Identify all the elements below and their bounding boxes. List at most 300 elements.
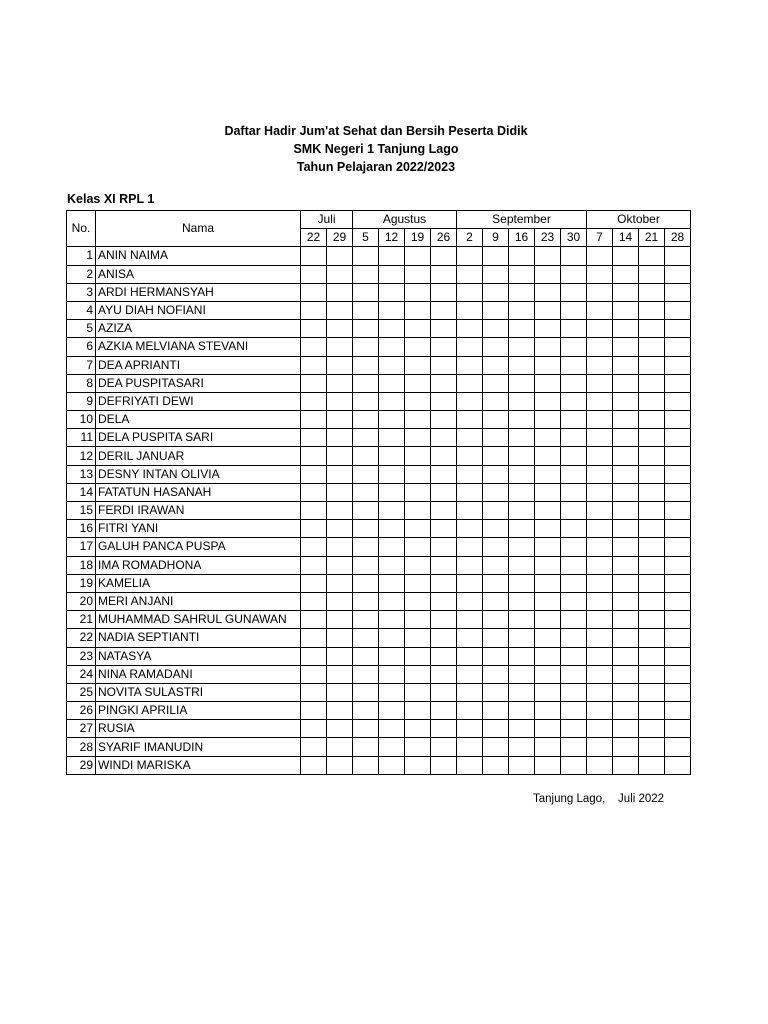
- attendance-cell[interactable]: [613, 247, 639, 265]
- attendance-cell[interactable]: [405, 611, 431, 629]
- attendance-cell[interactable]: [665, 720, 691, 738]
- attendance-cell[interactable]: [535, 465, 561, 483]
- attendance-cell[interactable]: [483, 301, 509, 319]
- attendance-cell[interactable]: [639, 702, 665, 720]
- attendance-cell[interactable]: [483, 283, 509, 301]
- attendance-cell[interactable]: [639, 447, 665, 465]
- attendance-cell[interactable]: [613, 320, 639, 338]
- attendance-cell[interactable]: [587, 629, 613, 647]
- attendance-cell[interactable]: [405, 683, 431, 701]
- attendance-cell[interactable]: [639, 265, 665, 283]
- attendance-cell[interactable]: [301, 283, 327, 301]
- attendance-cell[interactable]: [561, 392, 587, 410]
- attendance-cell[interactable]: [665, 411, 691, 429]
- attendance-cell[interactable]: [561, 338, 587, 356]
- attendance-cell[interactable]: [327, 483, 353, 501]
- attendance-cell[interactable]: [535, 265, 561, 283]
- attendance-cell[interactable]: [639, 611, 665, 629]
- attendance-cell[interactable]: [665, 483, 691, 501]
- attendance-cell[interactable]: [587, 247, 613, 265]
- attendance-cell[interactable]: [587, 520, 613, 538]
- attendance-cell[interactable]: [483, 647, 509, 665]
- attendance-cell[interactable]: [613, 429, 639, 447]
- attendance-cell[interactable]: [639, 338, 665, 356]
- attendance-cell[interactable]: [665, 247, 691, 265]
- attendance-cell[interactable]: [561, 356, 587, 374]
- attendance-cell[interactable]: [509, 629, 535, 647]
- attendance-cell[interactable]: [353, 265, 379, 283]
- attendance-cell[interactable]: [457, 629, 483, 647]
- attendance-cell[interactable]: [561, 556, 587, 574]
- attendance-cell[interactable]: [509, 483, 535, 501]
- attendance-cell[interactable]: [561, 756, 587, 774]
- attendance-cell[interactable]: [509, 574, 535, 592]
- attendance-cell[interactable]: [639, 683, 665, 701]
- attendance-cell[interactable]: [587, 465, 613, 483]
- attendance-cell[interactable]: [431, 374, 457, 392]
- attendance-cell[interactable]: [405, 483, 431, 501]
- attendance-cell[interactable]: [639, 283, 665, 301]
- attendance-cell[interactable]: [353, 720, 379, 738]
- attendance-cell[interactable]: [509, 611, 535, 629]
- attendance-cell[interactable]: [613, 283, 639, 301]
- attendance-cell[interactable]: [301, 574, 327, 592]
- attendance-cell[interactable]: [587, 265, 613, 283]
- attendance-cell[interactable]: [301, 465, 327, 483]
- attendance-cell[interactable]: [301, 738, 327, 756]
- attendance-cell[interactable]: [639, 356, 665, 374]
- attendance-cell[interactable]: [379, 338, 405, 356]
- attendance-cell[interactable]: [405, 738, 431, 756]
- attendance-cell[interactable]: [483, 356, 509, 374]
- attendance-cell[interactable]: [483, 611, 509, 629]
- attendance-cell[interactable]: [457, 665, 483, 683]
- attendance-cell[interactable]: [639, 665, 665, 683]
- attendance-cell[interactable]: [483, 629, 509, 647]
- attendance-cell[interactable]: [665, 502, 691, 520]
- attendance-cell[interactable]: [483, 665, 509, 683]
- attendance-cell[interactable]: [353, 374, 379, 392]
- attendance-cell[interactable]: [457, 356, 483, 374]
- attendance-cell[interactable]: [509, 447, 535, 465]
- attendance-cell[interactable]: [483, 756, 509, 774]
- attendance-cell[interactable]: [431, 411, 457, 429]
- attendance-cell[interactable]: [535, 611, 561, 629]
- attendance-cell[interactable]: [665, 738, 691, 756]
- attendance-cell[interactable]: [301, 338, 327, 356]
- attendance-cell[interactable]: [379, 683, 405, 701]
- attendance-cell[interactable]: [561, 283, 587, 301]
- attendance-cell[interactable]: [587, 665, 613, 683]
- attendance-cell[interactable]: [509, 683, 535, 701]
- attendance-cell[interactable]: [509, 520, 535, 538]
- attendance-cell[interactable]: [535, 647, 561, 665]
- attendance-cell[interactable]: [379, 283, 405, 301]
- attendance-cell[interactable]: [509, 720, 535, 738]
- attendance-cell[interactable]: [431, 483, 457, 501]
- attendance-cell[interactable]: [301, 592, 327, 610]
- attendance-cell[interactable]: [639, 647, 665, 665]
- attendance-cell[interactable]: [535, 247, 561, 265]
- attendance-cell[interactable]: [535, 720, 561, 738]
- attendance-cell[interactable]: [379, 720, 405, 738]
- attendance-cell[interactable]: [327, 756, 353, 774]
- attendance-cell[interactable]: [353, 502, 379, 520]
- attendance-cell[interactable]: [327, 265, 353, 283]
- attendance-cell[interactable]: [639, 429, 665, 447]
- attendance-cell[interactable]: [535, 538, 561, 556]
- attendance-cell[interactable]: [535, 702, 561, 720]
- attendance-cell[interactable]: [431, 574, 457, 592]
- attendance-cell[interactable]: [301, 720, 327, 738]
- attendance-cell[interactable]: [587, 611, 613, 629]
- attendance-cell[interactable]: [483, 592, 509, 610]
- attendance-cell[interactable]: [353, 338, 379, 356]
- attendance-cell[interactable]: [327, 502, 353, 520]
- attendance-cell[interactable]: [613, 611, 639, 629]
- attendance-cell[interactable]: [431, 301, 457, 319]
- attendance-cell[interactable]: [379, 247, 405, 265]
- attendance-cell[interactable]: [639, 411, 665, 429]
- attendance-cell[interactable]: [327, 283, 353, 301]
- attendance-cell[interactable]: [353, 756, 379, 774]
- attendance-cell[interactable]: [665, 756, 691, 774]
- attendance-cell[interactable]: [561, 520, 587, 538]
- attendance-cell[interactable]: [509, 392, 535, 410]
- attendance-cell[interactable]: [353, 683, 379, 701]
- attendance-cell[interactable]: [327, 665, 353, 683]
- attendance-cell[interactable]: [353, 520, 379, 538]
- attendance-cell[interactable]: [431, 538, 457, 556]
- attendance-cell[interactable]: [535, 374, 561, 392]
- attendance-cell[interactable]: [327, 647, 353, 665]
- attendance-cell[interactable]: [587, 720, 613, 738]
- attendance-cell[interactable]: [379, 538, 405, 556]
- attendance-cell[interactable]: [301, 538, 327, 556]
- attendance-cell[interactable]: [639, 629, 665, 647]
- attendance-cell[interactable]: [405, 320, 431, 338]
- attendance-cell[interactable]: [457, 538, 483, 556]
- attendance-cell[interactable]: [379, 320, 405, 338]
- attendance-cell[interactable]: [665, 301, 691, 319]
- attendance-cell[interactable]: [509, 702, 535, 720]
- attendance-cell[interactable]: [301, 629, 327, 647]
- attendance-cell[interactable]: [535, 556, 561, 574]
- attendance-cell[interactable]: [379, 702, 405, 720]
- attendance-cell[interactable]: [535, 356, 561, 374]
- attendance-cell[interactable]: [561, 629, 587, 647]
- attendance-cell[interactable]: [379, 411, 405, 429]
- attendance-cell[interactable]: [665, 647, 691, 665]
- attendance-cell[interactable]: [457, 301, 483, 319]
- attendance-cell[interactable]: [353, 411, 379, 429]
- attendance-cell[interactable]: [561, 429, 587, 447]
- attendance-cell[interactable]: [509, 356, 535, 374]
- attendance-cell[interactable]: [405, 283, 431, 301]
- attendance-cell[interactable]: [353, 447, 379, 465]
- attendance-cell[interactable]: [587, 301, 613, 319]
- attendance-cell[interactable]: [431, 647, 457, 665]
- attendance-cell[interactable]: [483, 702, 509, 720]
- attendance-cell[interactable]: [405, 629, 431, 647]
- attendance-cell[interactable]: [665, 520, 691, 538]
- attendance-cell[interactable]: [379, 629, 405, 647]
- attendance-cell[interactable]: [379, 665, 405, 683]
- attendance-cell[interactable]: [379, 574, 405, 592]
- attendance-cell[interactable]: [587, 320, 613, 338]
- attendance-cell[interactable]: [405, 538, 431, 556]
- attendance-cell[interactable]: [327, 301, 353, 319]
- attendance-cell[interactable]: [405, 502, 431, 520]
- attendance-cell[interactable]: [353, 247, 379, 265]
- attendance-cell[interactable]: [431, 265, 457, 283]
- attendance-cell[interactable]: [457, 611, 483, 629]
- attendance-cell[interactable]: [353, 592, 379, 610]
- attendance-cell[interactable]: [509, 338, 535, 356]
- attendance-cell[interactable]: [639, 392, 665, 410]
- attendance-cell[interactable]: [431, 629, 457, 647]
- attendance-cell[interactable]: [431, 592, 457, 610]
- attendance-cell[interactable]: [457, 702, 483, 720]
- attendance-cell[interactable]: [301, 702, 327, 720]
- attendance-cell[interactable]: [405, 429, 431, 447]
- attendance-cell[interactable]: [353, 738, 379, 756]
- attendance-cell[interactable]: [665, 374, 691, 392]
- attendance-cell[interactable]: [665, 574, 691, 592]
- attendance-cell[interactable]: [301, 411, 327, 429]
- attendance-cell[interactable]: [639, 720, 665, 738]
- attendance-cell[interactable]: [457, 683, 483, 701]
- attendance-cell[interactable]: [483, 538, 509, 556]
- attendance-cell[interactable]: [587, 283, 613, 301]
- attendance-cell[interactable]: [639, 374, 665, 392]
- attendance-cell[interactable]: [405, 647, 431, 665]
- attendance-cell[interactable]: [639, 756, 665, 774]
- attendance-cell[interactable]: [665, 356, 691, 374]
- attendance-cell[interactable]: [535, 738, 561, 756]
- attendance-cell[interactable]: [431, 720, 457, 738]
- attendance-cell[interactable]: [301, 611, 327, 629]
- attendance-cell[interactable]: [509, 647, 535, 665]
- attendance-cell[interactable]: [405, 592, 431, 610]
- attendance-cell[interactable]: [405, 756, 431, 774]
- attendance-cell[interactable]: [509, 429, 535, 447]
- attendance-cell[interactable]: [405, 520, 431, 538]
- attendance-cell[interactable]: [353, 702, 379, 720]
- attendance-cell[interactable]: [405, 465, 431, 483]
- attendance-cell[interactable]: [561, 611, 587, 629]
- attendance-cell[interactable]: [665, 538, 691, 556]
- attendance-cell[interactable]: [483, 720, 509, 738]
- attendance-cell[interactable]: [561, 301, 587, 319]
- attendance-cell[interactable]: [483, 247, 509, 265]
- attendance-cell[interactable]: [431, 520, 457, 538]
- attendance-cell[interactable]: [561, 574, 587, 592]
- attendance-cell[interactable]: [301, 320, 327, 338]
- attendance-cell[interactable]: [431, 611, 457, 629]
- attendance-cell[interactable]: [457, 574, 483, 592]
- attendance-cell[interactable]: [353, 556, 379, 574]
- attendance-cell[interactable]: [613, 411, 639, 429]
- attendance-cell[interactable]: [301, 647, 327, 665]
- attendance-cell[interactable]: [665, 320, 691, 338]
- attendance-cell[interactable]: [353, 392, 379, 410]
- attendance-cell[interactable]: [327, 520, 353, 538]
- attendance-cell[interactable]: [379, 429, 405, 447]
- attendance-cell[interactable]: [301, 665, 327, 683]
- attendance-cell[interactable]: [587, 556, 613, 574]
- attendance-cell[interactable]: [379, 392, 405, 410]
- attendance-cell[interactable]: [379, 374, 405, 392]
- attendance-cell[interactable]: [301, 483, 327, 501]
- attendance-cell[interactable]: [301, 683, 327, 701]
- attendance-cell[interactable]: [535, 429, 561, 447]
- attendance-cell[interactable]: [405, 338, 431, 356]
- attendance-cell[interactable]: [665, 392, 691, 410]
- attendance-cell[interactable]: [561, 665, 587, 683]
- attendance-cell[interactable]: [613, 574, 639, 592]
- attendance-cell[interactable]: [665, 702, 691, 720]
- attendance-cell[interactable]: [457, 592, 483, 610]
- attendance-cell[interactable]: [327, 629, 353, 647]
- attendance-cell[interactable]: [535, 301, 561, 319]
- attendance-cell[interactable]: [379, 465, 405, 483]
- attendance-cell[interactable]: [431, 429, 457, 447]
- attendance-cell[interactable]: [535, 665, 561, 683]
- attendance-cell[interactable]: [561, 502, 587, 520]
- attendance-cell[interactable]: [353, 465, 379, 483]
- attendance-cell[interactable]: [665, 265, 691, 283]
- attendance-cell[interactable]: [327, 738, 353, 756]
- attendance-cell[interactable]: [613, 756, 639, 774]
- attendance-cell[interactable]: [379, 592, 405, 610]
- attendance-cell[interactable]: [509, 374, 535, 392]
- attendance-cell[interactable]: [431, 247, 457, 265]
- attendance-cell[interactable]: [613, 556, 639, 574]
- attendance-cell[interactable]: [535, 483, 561, 501]
- attendance-cell[interactable]: [587, 447, 613, 465]
- attendance-cell[interactable]: [301, 447, 327, 465]
- attendance-cell[interactable]: [613, 447, 639, 465]
- attendance-cell[interactable]: [509, 301, 535, 319]
- attendance-cell[interactable]: [613, 538, 639, 556]
- attendance-cell[interactable]: [613, 592, 639, 610]
- attendance-cell[interactable]: [587, 702, 613, 720]
- attendance-cell[interactable]: [457, 647, 483, 665]
- attendance-cell[interactable]: [535, 283, 561, 301]
- attendance-cell[interactable]: [457, 520, 483, 538]
- attendance-cell[interactable]: [509, 247, 535, 265]
- attendance-cell[interactable]: [587, 374, 613, 392]
- attendance-cell[interactable]: [431, 738, 457, 756]
- attendance-cell[interactable]: [535, 411, 561, 429]
- attendance-cell[interactable]: [405, 374, 431, 392]
- attendance-cell[interactable]: [457, 756, 483, 774]
- attendance-cell[interactable]: [639, 520, 665, 538]
- attendance-cell[interactable]: [509, 665, 535, 683]
- attendance-cell[interactable]: [613, 502, 639, 520]
- attendance-cell[interactable]: [483, 447, 509, 465]
- attendance-cell[interactable]: [431, 702, 457, 720]
- attendance-cell[interactable]: [665, 465, 691, 483]
- attendance-cell[interactable]: [301, 556, 327, 574]
- attendance-cell[interactable]: [613, 301, 639, 319]
- attendance-cell[interactable]: [431, 683, 457, 701]
- attendance-cell[interactable]: [613, 720, 639, 738]
- attendance-cell[interactable]: [379, 738, 405, 756]
- attendance-cell[interactable]: [561, 465, 587, 483]
- attendance-cell[interactable]: [457, 465, 483, 483]
- attendance-cell[interactable]: [405, 265, 431, 283]
- attendance-cell[interactable]: [483, 738, 509, 756]
- attendance-cell[interactable]: [535, 574, 561, 592]
- attendance-cell[interactable]: [483, 574, 509, 592]
- attendance-cell[interactable]: [665, 429, 691, 447]
- attendance-cell[interactable]: [587, 429, 613, 447]
- attendance-cell[interactable]: [535, 756, 561, 774]
- attendance-cell[interactable]: [431, 556, 457, 574]
- attendance-cell[interactable]: [457, 265, 483, 283]
- attendance-cell[interactable]: [561, 538, 587, 556]
- attendance-cell[interactable]: [405, 665, 431, 683]
- attendance-cell[interactable]: [379, 356, 405, 374]
- attendance-cell[interactable]: [353, 429, 379, 447]
- attendance-cell[interactable]: [535, 392, 561, 410]
- attendance-cell[interactable]: [379, 483, 405, 501]
- attendance-cell[interactable]: [353, 301, 379, 319]
- attendance-cell[interactable]: [431, 447, 457, 465]
- attendance-cell[interactable]: [457, 320, 483, 338]
- attendance-cell[interactable]: [561, 265, 587, 283]
- attendance-cell[interactable]: [509, 592, 535, 610]
- attendance-cell[interactable]: [327, 574, 353, 592]
- attendance-cell[interactable]: [327, 338, 353, 356]
- attendance-cell[interactable]: [379, 556, 405, 574]
- attendance-cell[interactable]: [509, 556, 535, 574]
- attendance-cell[interactable]: [535, 447, 561, 465]
- attendance-cell[interactable]: [431, 392, 457, 410]
- attendance-cell[interactable]: [639, 483, 665, 501]
- attendance-cell[interactable]: [301, 247, 327, 265]
- attendance-cell[interactable]: [327, 611, 353, 629]
- attendance-cell[interactable]: [639, 465, 665, 483]
- attendance-cell[interactable]: [587, 356, 613, 374]
- attendance-cell[interactable]: [301, 520, 327, 538]
- attendance-cell[interactable]: [587, 592, 613, 610]
- attendance-cell[interactable]: [405, 356, 431, 374]
- attendance-cell[interactable]: [561, 720, 587, 738]
- attendance-cell[interactable]: [587, 683, 613, 701]
- attendance-cell[interactable]: [587, 411, 613, 429]
- attendance-cell[interactable]: [431, 283, 457, 301]
- attendance-cell[interactable]: [665, 283, 691, 301]
- attendance-cell[interactable]: [301, 374, 327, 392]
- attendance-cell[interactable]: [639, 574, 665, 592]
- attendance-cell[interactable]: [301, 392, 327, 410]
- attendance-cell[interactable]: [431, 320, 457, 338]
- attendance-cell[interactable]: [483, 683, 509, 701]
- attendance-cell[interactable]: [327, 538, 353, 556]
- attendance-cell[interactable]: [353, 647, 379, 665]
- attendance-cell[interactable]: [509, 265, 535, 283]
- attendance-cell[interactable]: [431, 502, 457, 520]
- attendance-cell[interactable]: [457, 247, 483, 265]
- attendance-cell[interactable]: [535, 592, 561, 610]
- attendance-cell[interactable]: [327, 465, 353, 483]
- attendance-cell[interactable]: [561, 592, 587, 610]
- attendance-cell[interactable]: [509, 756, 535, 774]
- attendance-cell[interactable]: [665, 629, 691, 647]
